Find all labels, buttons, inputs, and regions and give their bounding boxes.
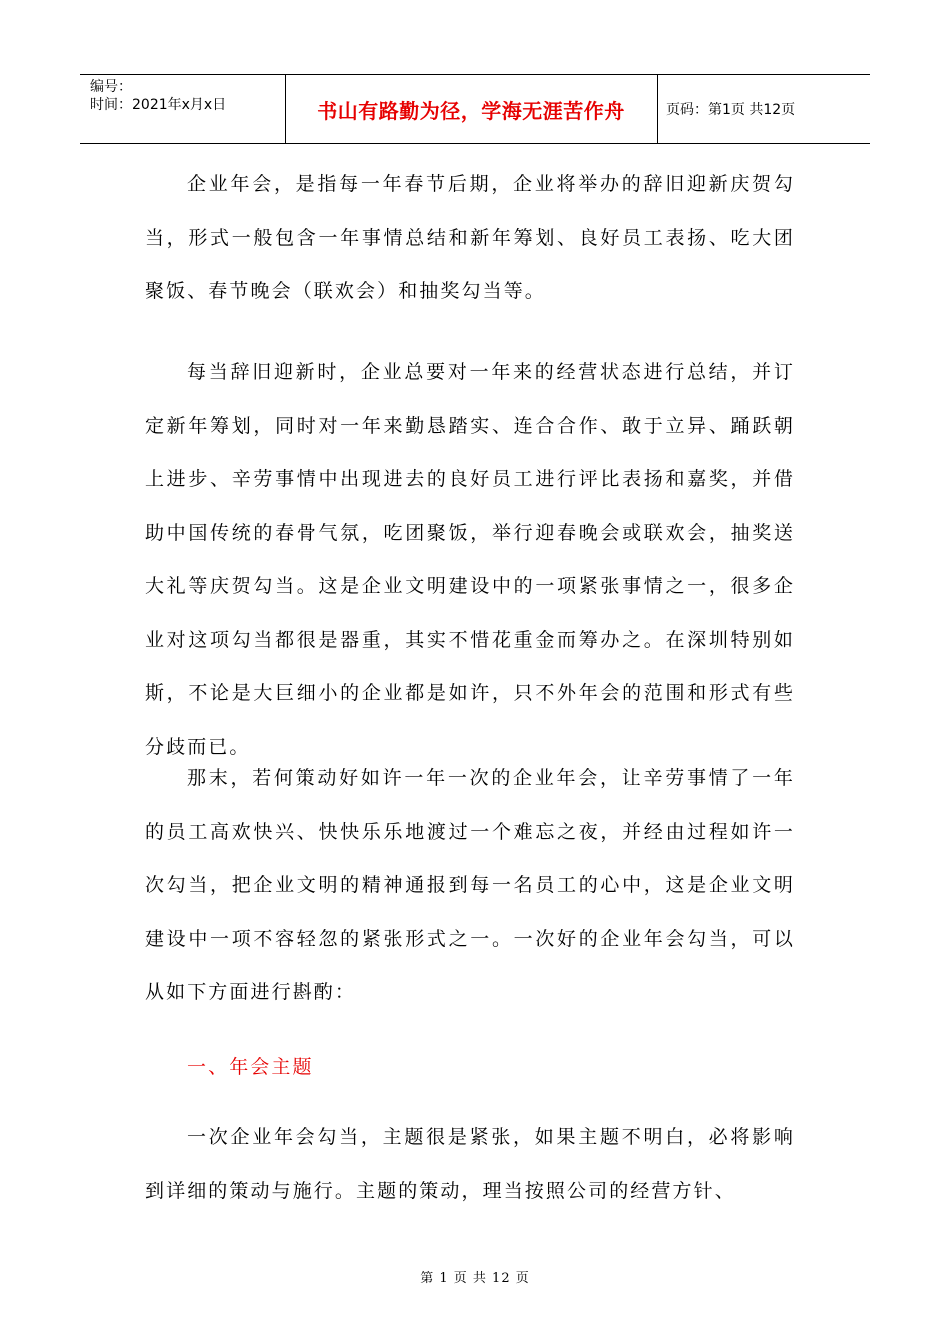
header-page-cell [657, 75, 870, 143]
body-paragraph-4: 一次企业年会勾当，主题很是紧张，如果主题不明白，必将影响到详细的策动与施行。主题的策动，理当按照公司的经营方针、 [145, 1126, 795, 1202]
header-page-label: 页码：第1页 共12页 [666, 102, 796, 118]
number-label: 编号： [90, 79, 132, 95]
section-heading-1: 一、年会主题 [187, 1056, 314, 1078]
page-header [80, 74, 870, 144]
body-paragraph-2: 每当辞旧迎新时，企业总要对一年来的经营状态进行总结，并订定新年筹划，同时对一年来勤恳踏实、连合合作、敢于立异、踊跃朝上进步、辛劳事情中出现进去的良好员工进行评比表扬和嘉奖，并借助中国传统的春骨气氛，吃团聚饭，举行迎春晚会或联欢会，抽奖送大礼等庆贺勾当。这是企业文明建设中的一项紧张事情之一，很多企业对这项勾当都很是器重，其实不惜花重金而筹办之。在深圳特别如斯，不论是大巨细小的企业都是如许，只不外年会的范围和形式有些分歧而已。 [145, 361, 795, 758]
header-motto: 书山有路勤为径，学海无涯苦作舟 [317, 98, 625, 123]
page-footer: 第 1 页 共 12 页 [420, 1271, 530, 1286]
body-paragraph-3: 那末，若何策动好如许一年一次的企业年会，让辛劳事情了一年的员工高欢快兴、快快乐乐地渡过一个难忘之夜，并经由过程如许一次勾当，把企业文明的精神通报到每一名员工的心中，这是企业文明建设中一项不容轻忽的紧张形式之一。一次好的企业年会勾当，可以从如下方面进行斟酌： [145, 767, 795, 1003]
body-paragraph-1: 企业年会，是指每一年春节后期，企业将举办的辞旧迎新庆贺勾当，形式一般包含一年事情总结和新年筹划、良好员工表扬、吃大团聚饭、春节晚会（联欢会）和抽奖勾当等。 [145, 173, 795, 302]
time-label: 时间：2021年x月x日 [90, 97, 227, 113]
header-motto-cell [285, 75, 658, 143]
header-info-cell [80, 75, 286, 143]
